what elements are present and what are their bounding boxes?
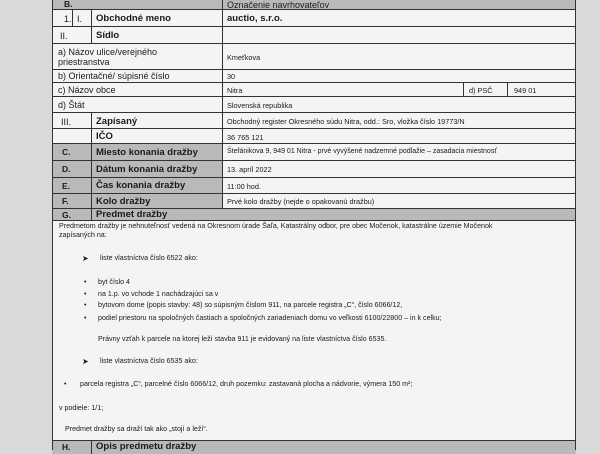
miesto-value: Štefánikova 9, 949 01 Nitra - prvé vyvýšené nadzemné podlažie – zasadacia miestnosť bbox=[227, 148, 497, 155]
arrow-icon: ➤ bbox=[82, 357, 89, 366]
miesto-label: Miesto konania dražby bbox=[96, 147, 198, 158]
kolo-num: F. bbox=[62, 196, 69, 206]
sidlo-row bbox=[52, 26, 576, 43]
arrow-icon: ➤ bbox=[82, 254, 89, 263]
obchodne-meno-row bbox=[52, 9, 576, 26]
sidlo-label: Sídlo bbox=[96, 30, 120, 41]
cas-num: E. bbox=[62, 181, 71, 191]
predmet-num: G. bbox=[62, 210, 71, 220]
parcela: parcela registra „C“, parcelné číslo 6066/12, druh pozemku: zastavaná plocha a nádvorie, výmera 150 m²; bbox=[80, 380, 413, 388]
zapisany-value: Obchodný register Okresného súdu Nitra, odd.: Sro, vložka číslo 19773/N bbox=[227, 117, 465, 126]
predmet-label: Predmet dražby bbox=[96, 209, 168, 220]
zapisany-label: Zapísaný bbox=[96, 116, 138, 127]
miesto-row bbox=[52, 143, 576, 160]
bullet-1: byt číslo 4 bbox=[98, 278, 130, 286]
row-sub-ii: II. bbox=[60, 31, 68, 41]
datum-num: D. bbox=[62, 164, 71, 174]
miesto-value-cell bbox=[222, 144, 576, 160]
ulica-value: Kmeťkova bbox=[227, 53, 261, 62]
kolo-label-cell bbox=[91, 194, 222, 208]
bullet-3: bytovom dome (popis stavby: 48) so súpisným číslom 911, na parcele registra „C“, číslo 6066/12, bbox=[98, 301, 403, 309]
section-b-label: Označenie navrhovateľov bbox=[227, 0, 330, 9]
bullet-2: na 1.p. vo vchode 1 nachádzajúci sa v bbox=[98, 290, 219, 298]
psc-value: 949 01 bbox=[514, 86, 537, 95]
datum-label-cell bbox=[91, 161, 222, 177]
cas-label: Čas konania dražby bbox=[96, 180, 186, 191]
predmet-body bbox=[52, 222, 576, 432]
obchodne-meno-label: Obchodné meno bbox=[96, 13, 171, 24]
obchodne-meno-value-cell bbox=[222, 10, 576, 26]
sub-num-cell bbox=[72, 10, 91, 26]
datum-row bbox=[52, 160, 576, 177]
datum-label: Dátum konania dražby bbox=[96, 164, 198, 175]
kolo-label: Kolo dražby bbox=[96, 196, 151, 207]
document-page bbox=[52, 0, 576, 450]
bullet-4: podiel priestoru na spoločných častiach a spoločných zariadeniach domu vo veľkosti 6100/22800 – in k celku; bbox=[98, 314, 442, 322]
row-num-1: 1. bbox=[64, 14, 72, 24]
ico-row bbox=[52, 128, 576, 143]
section-b-label-cell bbox=[222, 0, 576, 9]
bullet-icon: • bbox=[64, 380, 67, 388]
ulica-row bbox=[52, 43, 576, 69]
predmet-label-cell bbox=[91, 209, 576, 220]
cislo-value: 30 bbox=[227, 72, 236, 81]
predmet-row bbox=[52, 208, 576, 221]
zapisany-value-cell bbox=[222, 113, 576, 128]
bullet-icon: • bbox=[84, 301, 87, 309]
pravny-vztah: Právny vzťah k parcele na ktorej leží stavba 911 je evidovaný na liste vlastníctva číslo 6535. bbox=[98, 335, 387, 343]
opis-num: H. bbox=[62, 442, 71, 452]
opis-label-cell bbox=[91, 441, 576, 454]
zapisany-num: III. bbox=[61, 117, 72, 127]
obec-value: Nitra bbox=[227, 86, 243, 95]
zapisany-label-cell bbox=[91, 113, 222, 128]
cas-num-cell bbox=[52, 178, 91, 193]
bullet-icon: • bbox=[84, 278, 87, 286]
table-border-right bbox=[575, 0, 576, 450]
kolo-num-cell bbox=[52, 194, 91, 208]
stoji-lezi: Predmet dražby sa draží tak ako „stojí a leží“. bbox=[65, 425, 208, 433]
stat-row bbox=[52, 96, 576, 112]
bullet-icon: • bbox=[84, 290, 87, 298]
kolo-value-cell bbox=[222, 194, 576, 208]
miesto-label-cell bbox=[91, 144, 222, 160]
cas-value: 11:00 hod. bbox=[227, 182, 261, 191]
row-sub-i: I. bbox=[77, 14, 83, 24]
ico-label-cell bbox=[91, 129, 222, 143]
kolo-row bbox=[52, 193, 576, 208]
obchodne-meno-label-cell bbox=[91, 10, 222, 26]
cislo-value-cell bbox=[222, 70, 576, 82]
ulica-value-cell bbox=[222, 44, 576, 69]
ico-value-cell bbox=[222, 129, 576, 143]
miesto-num-cell bbox=[52, 144, 91, 160]
datum-value: 13. apríl 2022 bbox=[227, 165, 272, 174]
psc-label-cell bbox=[463, 83, 507, 96]
cas-value-cell bbox=[222, 178, 576, 193]
psc-value-cell bbox=[507, 83, 576, 96]
section-b-row bbox=[52, 0, 576, 9]
opis-row bbox=[52, 440, 576, 454]
bullet-icon: • bbox=[84, 314, 87, 322]
sidlo-value-cell bbox=[222, 27, 576, 43]
cislo-label: b) Orientačné/ súpisné číslo bbox=[58, 71, 170, 81]
obec-value-cell bbox=[222, 83, 463, 96]
cislo-row bbox=[52, 69, 576, 82]
table-border-left bbox=[52, 0, 53, 450]
lv1-title: liste vlastníctva číslo 6522 ako: bbox=[100, 254, 198, 262]
section-b-num: B. bbox=[64, 0, 73, 9]
ulica-label-2: priestranstva bbox=[58, 57, 110, 67]
miesto-num: C. bbox=[62, 147, 71, 157]
obec-label: c) Názov obce bbox=[58, 85, 116, 95]
stat-value-cell bbox=[222, 97, 576, 112]
intro-line-1: Predmetom dražby je nehnuteľnosť vedená na Okresnom úrade Šaľa, Katastrálny odbor, pre obec Močenok, katastrálne územie Močenok bbox=[59, 222, 493, 230]
datum-value-cell bbox=[222, 161, 576, 177]
kolo-value: Prvé kolo dražby (nejde o opakovanú dražbu) bbox=[227, 197, 375, 206]
stat-label: d) Štát bbox=[58, 100, 85, 110]
datum-num-cell bbox=[52, 161, 91, 177]
opis-label: Opis predmetu dražby bbox=[96, 441, 197, 452]
lv2-title: liste vlastníctva číslo 6535 ako: bbox=[100, 357, 198, 365]
psc-label: d) PSČ bbox=[469, 86, 493, 95]
stat-value: Slovenská republika bbox=[227, 101, 293, 110]
obec-row bbox=[52, 82, 576, 96]
podiel: v podiele: 1/1; bbox=[59, 404, 104, 412]
ico-value: 36 765 121 bbox=[227, 133, 264, 142]
cas-row bbox=[52, 177, 576, 193]
ulica-label-1: a) Názov ulice/verejného bbox=[58, 47, 158, 57]
cas-label-cell bbox=[91, 178, 222, 193]
ico-label: IČO bbox=[96, 131, 113, 142]
sidlo-label-cell bbox=[91, 27, 222, 43]
zapisany-row bbox=[52, 112, 576, 128]
obchodne-meno-value: auctio, s.r.o. bbox=[227, 13, 283, 24]
intro-line-2: zapísaných na: bbox=[59, 231, 107, 239]
